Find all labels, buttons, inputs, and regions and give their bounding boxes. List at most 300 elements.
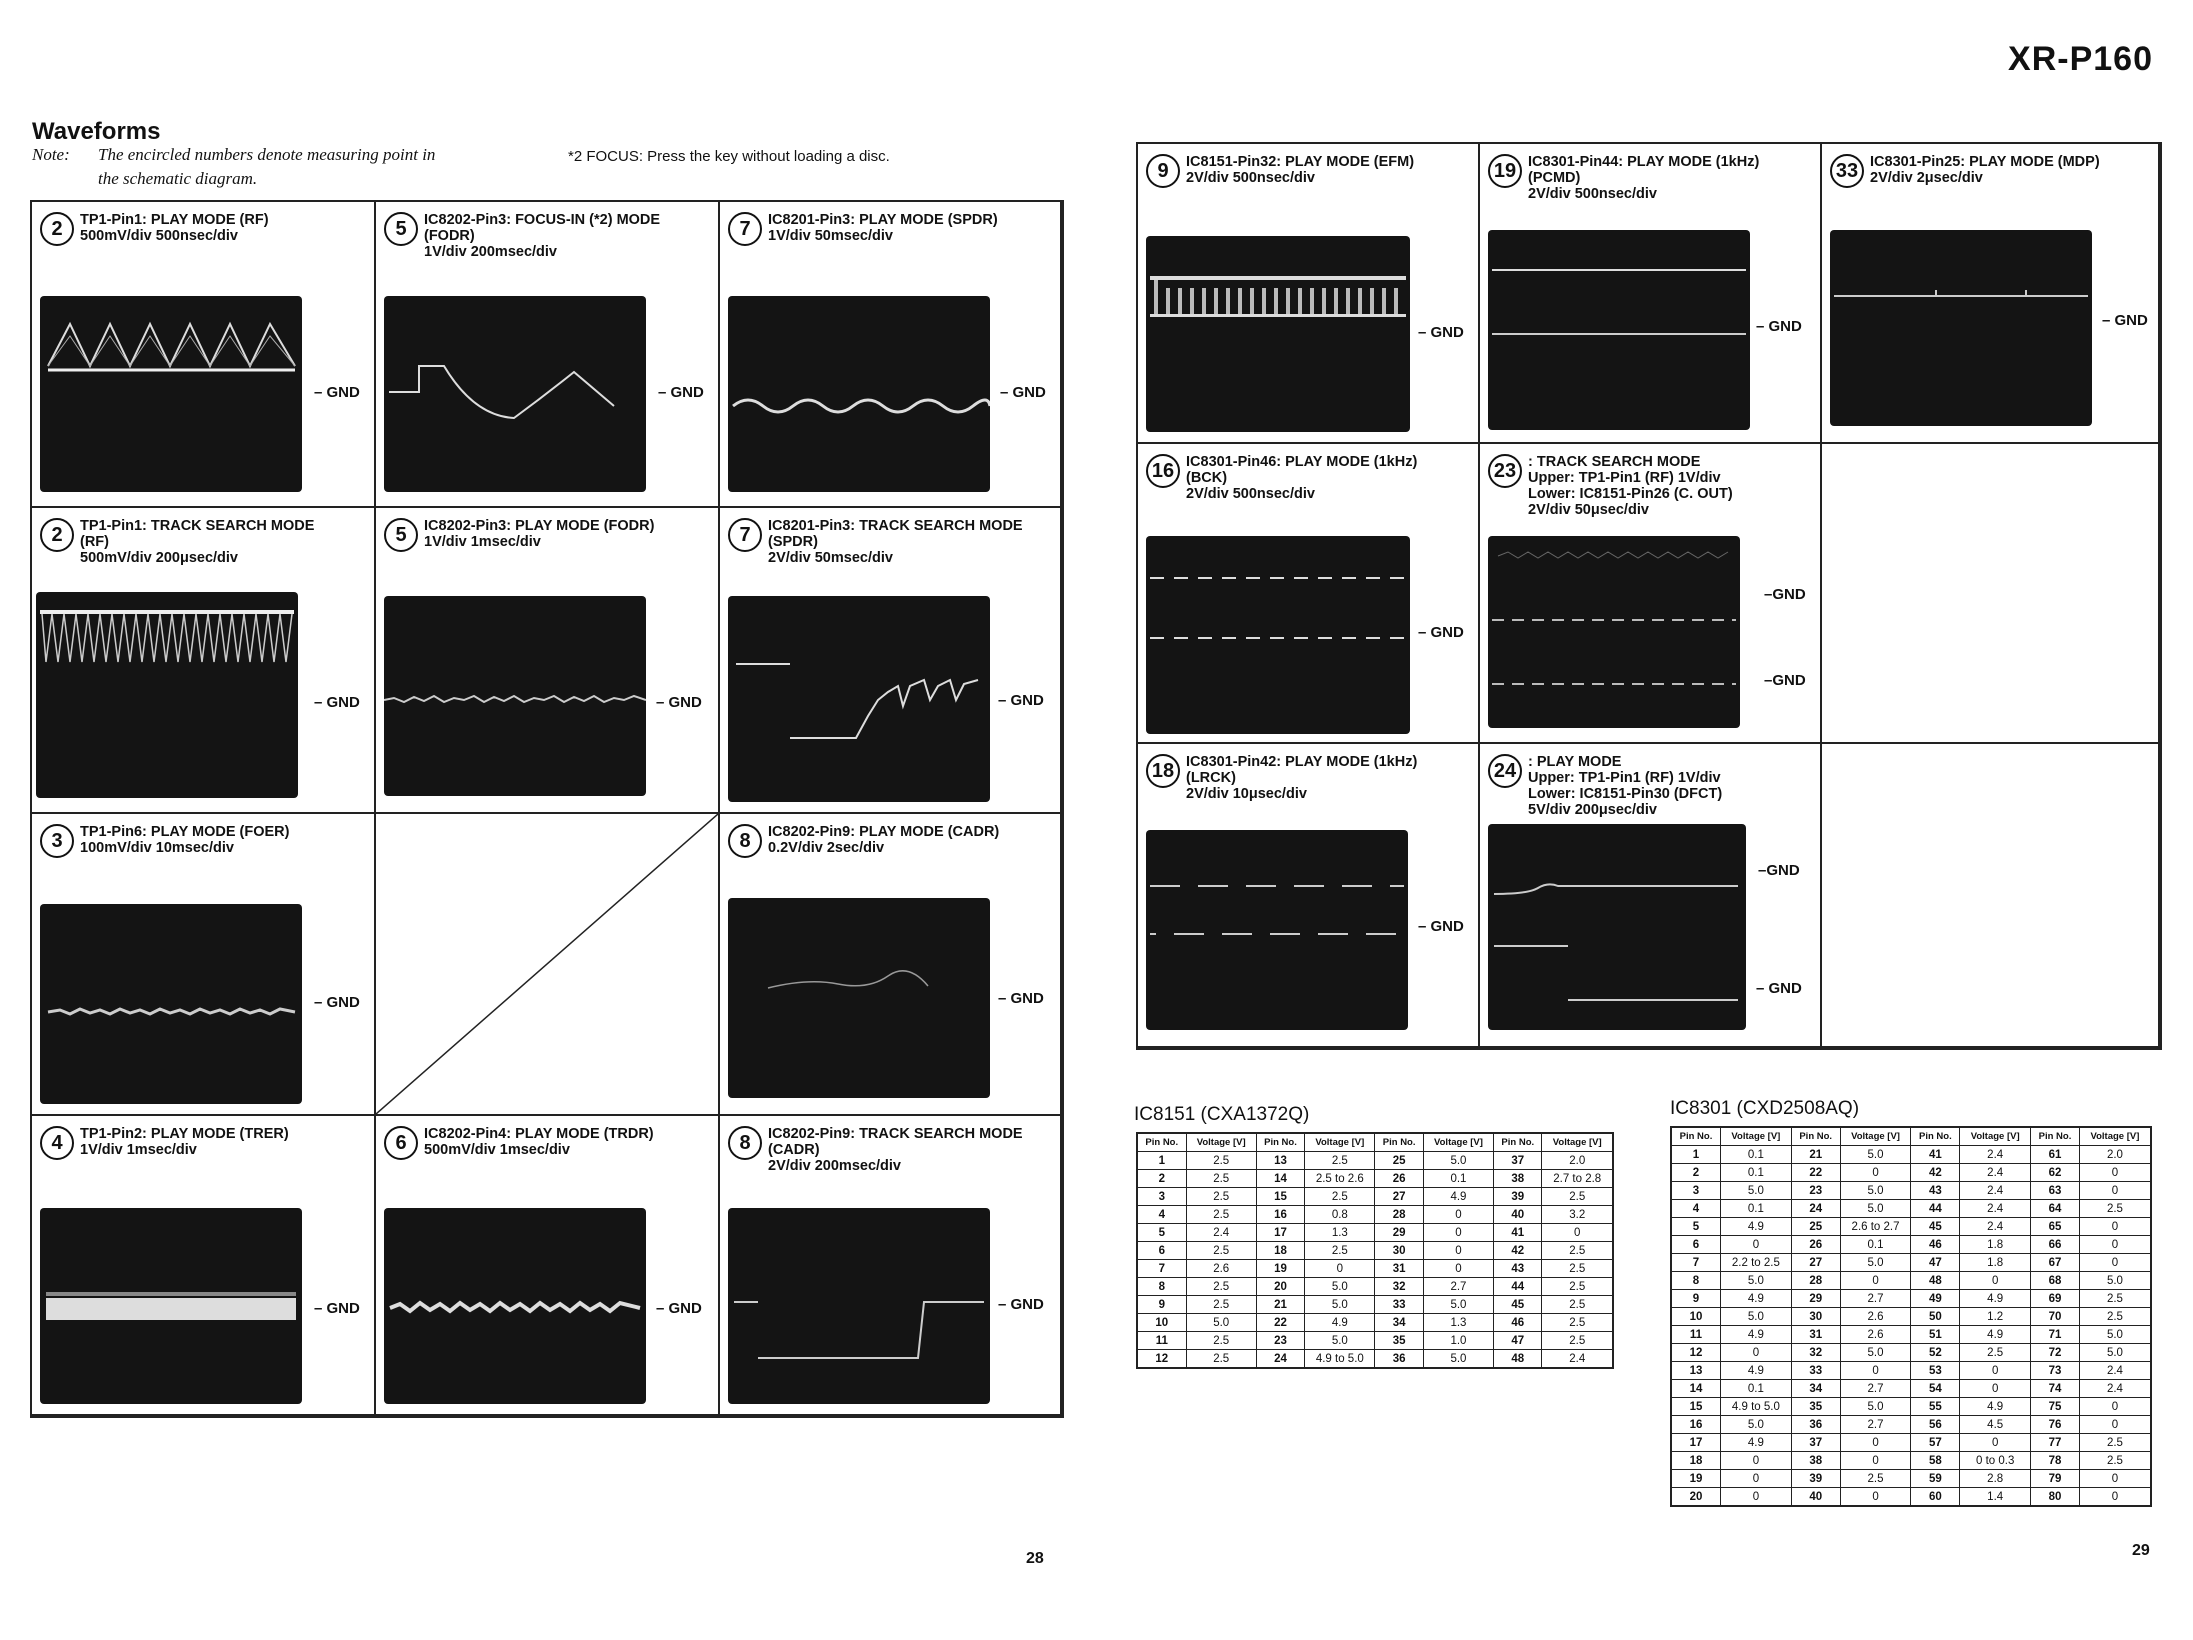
voltage-cell: 2.5: [1186, 1296, 1256, 1314]
voltage-cell: 4.5: [1960, 1416, 2031, 1434]
voltage-cell: 0: [1840, 1434, 1911, 1452]
waveform-description: IC8202-Pin9: TRACK SEARCH MODE (CADR) 2V/div 200msec/div: [768, 1126, 1023, 1174]
voltage-cell: 2.4: [1960, 1218, 2031, 1236]
measuring-point-number: 7: [728, 518, 762, 552]
pin-cell: 45: [1494, 1296, 1542, 1314]
voltage-cell: 2.5: [1960, 1344, 2031, 1362]
waveform-description: TP1-Pin1: TRACK SEARCH MODE (RF) 500mV/div 200μsec/div: [80, 518, 315, 566]
waveform-cell: [1138, 444, 1480, 744]
voltage-cell: 0.1: [1720, 1380, 1791, 1398]
voltage-cell: 2.5: [2079, 1452, 2151, 1470]
pin-cell: 38: [1494, 1170, 1542, 1188]
table-row: [1137, 1224, 1613, 1242]
pin-cell: 48: [1911, 1272, 1960, 1290]
voltage-cell: 2.7 to 2.8: [1542, 1170, 1613, 1188]
voltage-cell: 5.0: [1840, 1182, 1911, 1200]
measuring-point-number: 3: [40, 824, 74, 858]
measuring-point-number: 8: [728, 1126, 762, 1160]
table-row: [1137, 1170, 1613, 1188]
voltage-cell: 2.5: [1186, 1188, 1256, 1206]
waveform-cell: [720, 814, 1062, 1116]
pin-cell: 1: [1671, 1146, 1720, 1164]
voltage-cell: 2.7: [1423, 1278, 1493, 1296]
pin-cell: 67: [2031, 1254, 2080, 1272]
measuring-point-number: 23: [1488, 454, 1522, 488]
pin-cell: 31: [1791, 1326, 1840, 1344]
pin-cell: 73: [2031, 1362, 2080, 1380]
voltage-cell: 1.0: [1423, 1332, 1493, 1350]
voltage-cell: 5.0: [1186, 1314, 1256, 1332]
pin-cell: 59: [1911, 1470, 1960, 1488]
table-row: [1671, 1254, 2151, 1272]
waveform-cell: [720, 1116, 1062, 1416]
pin-cell: 57: [1911, 1434, 1960, 1452]
measuring-point-number: 5: [384, 518, 418, 552]
voltage-cell: 2.5: [1542, 1242, 1613, 1260]
oscilloscope-screen: [1146, 236, 1410, 432]
measuring-point-number: 9: [1146, 154, 1180, 188]
waveform-description: IC8301-Pin46: PLAY MODE (1kHz) (BCK) 2V/div 500nsec/div: [1186, 454, 1418, 502]
pin-cell: 26: [1791, 1236, 1840, 1254]
voltage-cell: 2.7: [1840, 1290, 1911, 1308]
pin-cell: 32: [1791, 1344, 1840, 1362]
voltage-cell: 5.0: [1423, 1296, 1493, 1314]
voltage-cell: 0: [1960, 1362, 2031, 1380]
right-waveform-grid: [1136, 142, 2162, 1050]
voltage-cell: 2.5: [1305, 1242, 1375, 1260]
pin-cell: 24: [1256, 1350, 1304, 1369]
voltage-cell: 2.7: [1840, 1380, 1911, 1398]
pin-cell: 4: [1671, 1200, 1720, 1218]
pin-cell: 8: [1671, 1272, 1720, 1290]
empty-cell: [376, 814, 720, 1116]
pin-cell: 30: [1375, 1242, 1423, 1260]
voltage-cell: 0: [1960, 1272, 2031, 1290]
voltage-cell: 1.3: [1423, 1314, 1493, 1332]
voltage-cell: 5.0: [1305, 1296, 1375, 1314]
voltage-cell: 1.8: [1960, 1236, 2031, 1254]
pin-cell: 4: [1137, 1206, 1186, 1224]
waveform-description: TP1-Pin6: PLAY MODE (FOER) 100mV/div 10msec/div: [80, 824, 290, 856]
voltage-cell: 4.9: [1960, 1398, 2031, 1416]
pin-cell: 49: [1911, 1290, 1960, 1308]
pin-cell: 21: [1791, 1146, 1840, 1164]
voltage-cell: 2.4: [1542, 1350, 1613, 1369]
pin-cell: 40: [1494, 1206, 1542, 1224]
pin-cell: 36: [1791, 1416, 1840, 1434]
oscilloscope-screen: [36, 592, 298, 798]
voltage-cell: 5.0: [1840, 1200, 1911, 1218]
voltage-cell: 0: [1960, 1380, 2031, 1398]
voltage-cell: 5.0: [1720, 1308, 1791, 1326]
voltage-cell: 2.4: [2079, 1380, 2151, 1398]
pin-cell: 34: [1791, 1380, 1840, 1398]
table-row: [1671, 1218, 2151, 1236]
gnd-label: – GND: [1756, 318, 1802, 335]
table-row: [1137, 1350, 1613, 1369]
pin-cell: 21: [1256, 1296, 1304, 1314]
voltage-cell: 5.0: [1840, 1146, 1911, 1164]
measuring-point-number: 2: [40, 212, 74, 246]
measuring-point-number: 5: [384, 212, 418, 246]
pin-cell: 46: [1911, 1236, 1960, 1254]
voltage-header: Voltage [V]: [1186, 1133, 1256, 1152]
table-row: [1671, 1236, 2151, 1254]
pin-cell: 26: [1375, 1170, 1423, 1188]
voltage-cell: 2.2 to 2.5: [1720, 1254, 1791, 1272]
pin-cell: 80: [2031, 1488, 2080, 1507]
table-row: [1671, 1272, 2151, 1290]
pin-cell: 68: [2031, 1272, 2080, 1290]
waveform-description: IC8301-Pin44: PLAY MODE (1kHz) (PCMD) 2V/div 500nsec/div: [1528, 154, 1760, 202]
voltage-cell: 2.0: [2079, 1146, 2151, 1164]
voltage-cell: 2.5: [1542, 1296, 1613, 1314]
voltage-header: Voltage [V]: [2079, 1127, 2151, 1146]
measuring-point-number: 16: [1146, 454, 1180, 488]
pin-cell: 14: [1671, 1380, 1720, 1398]
page-number-right: 29: [2132, 1542, 2150, 1559]
note-label: Note:: [32, 145, 70, 164]
pin-header: Pin No.: [1137, 1133, 1186, 1152]
pin-cell: 37: [1494, 1152, 1542, 1170]
pin-cell: 6: [1671, 1236, 1720, 1254]
pin-cell: 53: [1911, 1362, 1960, 1380]
voltage-cell: 5.0: [1840, 1254, 1911, 1272]
pin-cell: 22: [1791, 1164, 1840, 1182]
pin-cell: 74: [2031, 1380, 2080, 1398]
pin-cell: 28: [1375, 1206, 1423, 1224]
pin-cell: 35: [1375, 1332, 1423, 1350]
pin-header: Pin No.: [1494, 1133, 1542, 1152]
pin-cell: 47: [1911, 1254, 1960, 1272]
voltage-cell: 0: [1840, 1272, 1911, 1290]
gnd-label: – GND: [1418, 624, 1464, 641]
waveform-cell: [1138, 744, 1480, 1048]
pin-header: Pin No.: [1791, 1127, 1840, 1146]
waveform-description: IC8301-Pin25: PLAY MODE (MDP) 2V/div 2μsec/div: [1870, 154, 2100, 186]
gnd-label: –GND: [1764, 672, 1806, 689]
voltage-cell: 0: [1423, 1242, 1493, 1260]
pin-cell: 69: [2031, 1290, 2080, 1308]
pin-header: Pin No.: [1256, 1133, 1304, 1152]
voltage-cell: 0: [2079, 1182, 2151, 1200]
voltage-cell: 2.5: [2079, 1308, 2151, 1326]
table-row: [1671, 1326, 2151, 1344]
pin-cell: 71: [2031, 1326, 2080, 1344]
pin-cell: 44: [1494, 1278, 1542, 1296]
pin-cell: 29: [1791, 1290, 1840, 1308]
gnd-label: – GND: [314, 384, 360, 401]
pin-cell: 44: [1911, 1200, 1960, 1218]
pin-cell: 18: [1256, 1242, 1304, 1260]
oscilloscope-screen: [1488, 536, 1740, 728]
voltage-cell: 4.9: [1720, 1362, 1791, 1380]
pin-cell: 72: [2031, 1344, 2080, 1362]
waveform-description: TP1-Pin1: PLAY MODE (RF) 500mV/div 500nsec/div: [80, 212, 269, 244]
pin-cell: 7: [1137, 1260, 1186, 1278]
voltage-cell: 0: [1423, 1260, 1493, 1278]
table-row: [1671, 1380, 2151, 1398]
pin-cell: 78: [2031, 1452, 2080, 1470]
voltage-cell: 2.7: [1840, 1416, 1911, 1434]
measuring-point-number: 6: [384, 1126, 418, 1160]
pin-header: Pin No.: [1911, 1127, 1960, 1146]
gnd-label: –GND: [1764, 586, 1806, 603]
voltage-cell: 0: [2079, 1254, 2151, 1272]
waveform-description: IC8202-Pin9: PLAY MODE (CADR) 0.2V/div 2sec/div: [768, 824, 1000, 856]
voltage-cell: 4.9: [1960, 1290, 2031, 1308]
pin-cell: 51: [1911, 1326, 1960, 1344]
voltage-cell: 0 to 0.3: [1960, 1452, 2031, 1470]
oscilloscope-screen: [40, 296, 302, 492]
voltage-cell: 2.5: [1186, 1206, 1256, 1224]
table-row: [1671, 1398, 2151, 1416]
pin-cell: 23: [1791, 1182, 1840, 1200]
voltage-cell: 4.9: [1305, 1314, 1375, 1332]
pin-cell: 11: [1671, 1326, 1720, 1344]
oscilloscope-screen: [384, 296, 646, 492]
voltage-cell: 5.0: [1720, 1416, 1791, 1434]
pin-cell: 46: [1494, 1314, 1542, 1332]
voltage-cell: 1.4: [1960, 1488, 2031, 1507]
oscilloscope-screen: [1488, 824, 1746, 1030]
oscilloscope-screen: [1146, 536, 1410, 734]
voltage-cell: 0: [1720, 1470, 1791, 1488]
gnd-label: – GND: [2102, 312, 2148, 329]
ic8151-voltage-table: [1136, 1132, 1614, 1369]
table-row: [1137, 1242, 1613, 1260]
ic8301-title: IC8301 (CXD2508AQ): [1670, 1098, 1860, 1119]
pin-cell: 12: [1137, 1350, 1186, 1369]
voltage-cell: 1.8: [1960, 1254, 2031, 1272]
table-row: [1137, 1260, 1613, 1278]
pin-cell: 28: [1791, 1272, 1840, 1290]
oscilloscope-screen: [384, 596, 646, 796]
table-row: [1137, 1188, 1613, 1206]
waveform-description: IC8202-Pin3: FOCUS-IN (*2) MODE (FODR) 1V/div 200msec/div: [424, 212, 661, 260]
voltage-cell: 0: [1542, 1224, 1613, 1242]
pin-cell: 38: [1791, 1452, 1840, 1470]
ic8301-voltage-table: [1670, 1126, 2152, 1507]
left-waveform-grid: [30, 200, 1064, 1418]
table-row: [1671, 1308, 2151, 1326]
voltage-cell: 0: [2079, 1416, 2151, 1434]
pin-cell: 66: [2031, 1236, 2080, 1254]
voltage-cell: 2.6: [1840, 1326, 1911, 1344]
voltage-cell: 5.0: [1423, 1350, 1493, 1369]
voltage-cell: 2.4: [1960, 1164, 2031, 1182]
voltage-cell: 5.0: [2079, 1326, 2151, 1344]
voltage-cell: 5.0: [2079, 1272, 2151, 1290]
measuring-point-number: 24: [1488, 754, 1522, 788]
voltage-cell: 0: [2079, 1236, 2151, 1254]
pin-cell: 39: [1791, 1470, 1840, 1488]
waveform-cell: [1480, 744, 1822, 1048]
voltage-cell: 4.9: [1720, 1218, 1791, 1236]
voltage-cell: 0: [2079, 1470, 2151, 1488]
pin-cell: 16: [1671, 1416, 1720, 1434]
table-row: [1671, 1146, 2151, 1164]
voltage-cell: 2.6: [1186, 1260, 1256, 1278]
oscilloscope-screen: [40, 1208, 302, 1404]
pin-cell: 29: [1375, 1224, 1423, 1242]
pin-cell: 33: [1375, 1296, 1423, 1314]
gnd-label: – GND: [314, 694, 360, 711]
waveform-cell: [32, 1116, 376, 1416]
pin-cell: 25: [1375, 1152, 1423, 1170]
voltage-cell: 2.5: [1186, 1278, 1256, 1296]
gnd-label: – GND: [998, 990, 1044, 1007]
voltage-cell: 0: [1423, 1206, 1493, 1224]
gnd-label: – GND: [314, 1300, 360, 1317]
voltage-cell: 2.5: [2079, 1200, 2151, 1218]
pin-cell: 5: [1671, 1218, 1720, 1236]
gnd-label: – GND: [998, 1296, 1044, 1313]
pin-cell: 19: [1256, 1260, 1304, 1278]
voltage-cell: 2.5: [1186, 1170, 1256, 1188]
pin-cell: 45: [1911, 1218, 1960, 1236]
measuring-point-number: 7: [728, 212, 762, 246]
table-row: [1137, 1206, 1613, 1224]
voltage-cell: 2.5 to 2.6: [1305, 1170, 1375, 1188]
pin-cell: 15: [1256, 1188, 1304, 1206]
voltage-cell: 2.0: [1542, 1152, 1613, 1170]
gnd-label: –GND: [1758, 862, 1800, 879]
note-line-1: The encircled numbers denote measuring point in: [98, 145, 436, 164]
table-row: [1671, 1362, 2151, 1380]
oscilloscope-screen: [384, 1208, 646, 1404]
voltage-header: Voltage [V]: [1720, 1127, 1791, 1146]
pin-cell: 79: [2031, 1470, 2080, 1488]
pin-cell: 20: [1256, 1278, 1304, 1296]
voltage-cell: 0: [1720, 1488, 1791, 1507]
pin-cell: 55: [1911, 1398, 1960, 1416]
pin-cell: 37: [1791, 1434, 1840, 1452]
pin-cell: 8: [1137, 1278, 1186, 1296]
pin-cell: 33: [1791, 1362, 1840, 1380]
voltage-cell: 2.5: [1542, 1332, 1613, 1350]
waveform-cell: [32, 508, 376, 814]
pin-header: Pin No.: [2031, 1127, 2080, 1146]
pin-cell: 20: [1671, 1488, 1720, 1507]
pin-cell: 3: [1671, 1182, 1720, 1200]
voltage-cell: 0.1: [1840, 1236, 1911, 1254]
waveform-cell: [720, 202, 1062, 508]
pin-cell: 62: [2031, 1164, 2080, 1182]
waveform-cell: [1138, 144, 1480, 444]
pin-cell: 9: [1137, 1296, 1186, 1314]
voltage-cell: 0: [1423, 1224, 1493, 1242]
pin-header: Pin No.: [1375, 1133, 1423, 1152]
note-line-2: the schematic diagram.: [98, 169, 258, 188]
voltage-cell: 0: [2079, 1398, 2151, 1416]
voltage-cell: 0: [1840, 1488, 1911, 1507]
voltage-cell: 0: [1720, 1344, 1791, 1362]
waveform-description: IC8151-Pin32: PLAY MODE (EFM) 2V/div 500nsec/div: [1186, 154, 1415, 186]
pin-cell: 22: [1256, 1314, 1304, 1332]
table-row: [1671, 1488, 2151, 1507]
pin-cell: 25: [1791, 1218, 1840, 1236]
voltage-cell: 2.5: [1840, 1470, 1911, 1488]
pin-cell: 5: [1137, 1224, 1186, 1242]
table-row: [1137, 1152, 1613, 1170]
table-row: [1671, 1200, 2151, 1218]
waveform-cell: [376, 508, 720, 814]
voltage-cell: 1.3: [1305, 1224, 1375, 1242]
table-row: [1137, 1314, 1613, 1332]
gnd-label: – GND: [1000, 384, 1046, 401]
pin-cell: 42: [1494, 1242, 1542, 1260]
pin-cell: 41: [1911, 1146, 1960, 1164]
pin-cell: 61: [2031, 1146, 2080, 1164]
voltage-cell: 4.9: [1423, 1188, 1493, 1206]
voltage-cell: 0: [1305, 1260, 1375, 1278]
pin-cell: 63: [2031, 1182, 2080, 1200]
pin-cell: 36: [1375, 1350, 1423, 1369]
gnd-label: – GND: [314, 994, 360, 1011]
waveform-cell: [32, 814, 376, 1116]
page-number-left: 28: [1026, 1550, 1044, 1567]
pin-cell: 13: [1256, 1152, 1304, 1170]
waveform-cell: [32, 202, 376, 508]
voltage-cell: 1.2: [1960, 1308, 2031, 1326]
pin-cell: 60: [1911, 1488, 1960, 1507]
waveform-description: IC8202-Pin3: PLAY MODE (FODR) 1V/div 1msec/div: [424, 518, 655, 550]
oscilloscope-screen: [1830, 230, 2092, 426]
gnd-label: – GND: [1418, 918, 1464, 935]
voltage-cell: 2.4: [1960, 1182, 2031, 1200]
table-row: [1137, 1296, 1613, 1314]
table-row: [1671, 1290, 2151, 1308]
pin-cell: 2: [1137, 1170, 1186, 1188]
pin-cell: 24: [1791, 1200, 1840, 1218]
voltage-cell: 2.5: [2079, 1290, 2151, 1308]
pin-cell: 42: [1911, 1164, 1960, 1182]
voltage-header: Voltage [V]: [1542, 1133, 1613, 1152]
waveform-cell: [376, 202, 720, 508]
focus-note: *2 FOCUS: Press the key without loading a disc.: [568, 148, 890, 165]
voltage-cell: 3.2: [1542, 1206, 1613, 1224]
voltage-cell: 5.0: [1305, 1278, 1375, 1296]
voltage-header: Voltage [V]: [1960, 1127, 2031, 1146]
voltage-cell: 4.9: [1720, 1326, 1791, 1344]
voltage-cell: 2.4: [2079, 1362, 2151, 1380]
pin-cell: 77: [2031, 1434, 2080, 1452]
table-row: [1671, 1470, 2151, 1488]
voltage-cell: 2.5: [1305, 1188, 1375, 1206]
voltage-cell: 2.5: [1542, 1278, 1613, 1296]
voltage-cell: 4.9: [1960, 1326, 2031, 1344]
gnd-label: – GND: [656, 694, 702, 711]
waveform-description: IC8202-Pin4: PLAY MODE (TRDR) 500mV/div 1msec/div: [424, 1126, 654, 1158]
measuring-point-number: 18: [1146, 754, 1180, 788]
oscilloscope-screen: [728, 596, 990, 802]
gnd-label: – GND: [1418, 324, 1464, 341]
voltage-cell: 2.6: [1840, 1308, 1911, 1326]
oscilloscope-screen: [728, 296, 990, 492]
measuring-point-number: 2: [40, 518, 74, 552]
pin-cell: 10: [1671, 1308, 1720, 1326]
pin-cell: 3: [1137, 1188, 1186, 1206]
voltage-cell: 4.9 to 5.0: [1305, 1350, 1375, 1369]
voltage-header: Voltage [V]: [1423, 1133, 1493, 1152]
waveform-description: : TRACK SEARCH MODE Upper: TP1-Pin1 (RF) 1V/div Lower: IC8151-Pin26 (C. OUT) 2V/div 50μsec/div: [1528, 454, 1733, 518]
pin-cell: 9: [1671, 1290, 1720, 1308]
waveform-description: IC8201-Pin3: PLAY MODE (SPDR) 1V/div 50msec/div: [768, 212, 998, 244]
pin-cell: 2: [1671, 1164, 1720, 1182]
pin-cell: 27: [1375, 1188, 1423, 1206]
pin-cell: 12: [1671, 1344, 1720, 1362]
